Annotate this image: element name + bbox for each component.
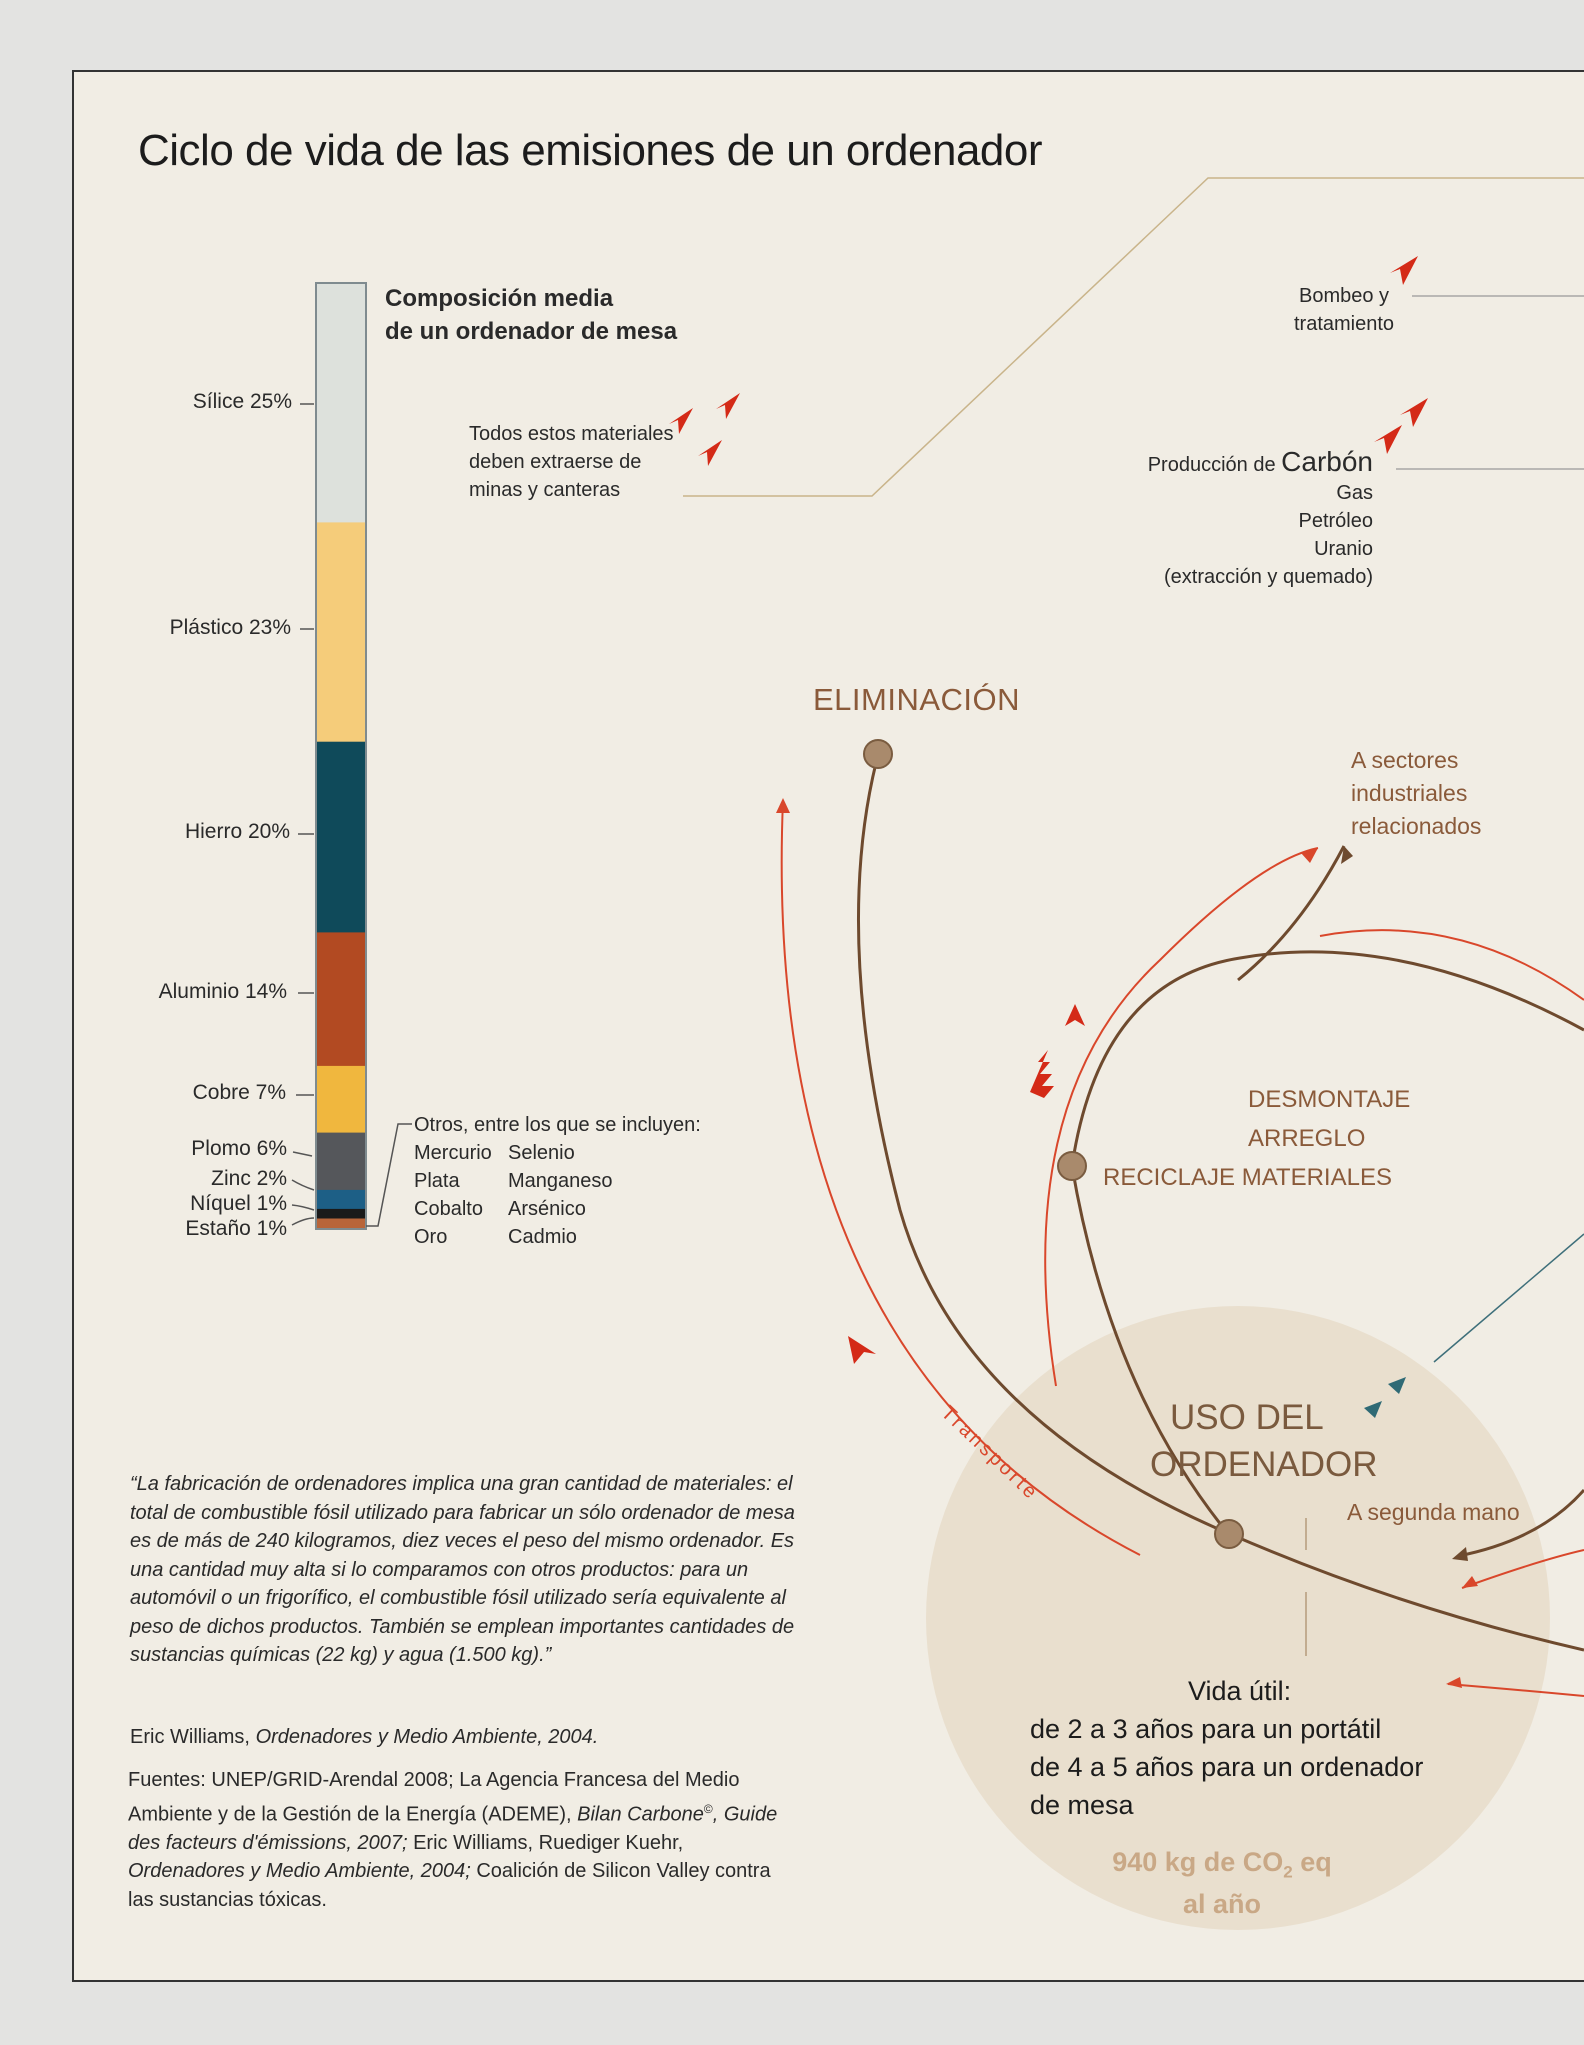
industrial-line: A sectores [1351,747,1459,773]
dismantling-node [1058,1152,1086,1180]
co2-subscript: 2 [1283,1862,1293,1882]
co2-prefix: 940 kg de CO [1112,1847,1284,1877]
composition-heading [385,282,677,348]
stage-use [1150,1394,1378,1488]
others-col2 [508,1139,613,1251]
pumping-label [1294,282,1394,338]
page-title: Ciclo de vida de las emisiones de un ordenador [138,126,1043,175]
lifetime-desktop: de 4 a 5 años para un ordenador [1030,1752,1424,1782]
energy-emphasis: Carbón [1281,446,1373,477]
others-item: Selenio [508,1142,575,1164]
stage-dismantling [1103,1080,1410,1197]
quote-text: “La fabricación de ordenadores implica una gran cantidad de materiales: el total de combustible fósil utilizado para fabricar un sólo ordenador de mesa es de más de 240 kilogramos, diez veces el peso del mismo ordenador. Es una cantidad muy alta si lo comparamos con otros productos: para un automóvil o un frigorífico, el combustible fósil utilizado sería equivalente al peso de dichos productos. También se emplean importantes cantidades de sustancias químicas (22 kg) y agua (1.500 kg).” [130,1473,795,1666]
energy-line-main [1148,448,1373,479]
segment-label-cobre: Cobre 7% [192,1081,286,1104]
others-item: Oro [414,1226,448,1248]
energy-line: Uranio [1314,538,1373,560]
bar-segment [317,742,365,933]
lifetime-desktop-cont: de mesa [1030,1790,1134,1820]
composition-heading-line2: de un ordenador de mesa [385,318,678,345]
sources-italic: Ordenadores y Medio Ambiente, 2004; [128,1860,471,1883]
lifetime-info [1030,1672,1423,1824]
sources-part: Coalición de Silicon Valley contra las sustancias tóxicas. [128,1860,771,1911]
segment-label-hierro: Hierro 20% [184,820,290,843]
co2-line2: al año [1182,1889,1262,1920]
segment-label-aluminio: Aluminio 14% [158,980,287,1003]
others-item: Cobalto [414,1198,483,1220]
quote-citation [130,1726,598,1749]
bar-segment [317,932,365,1066]
sources-text [128,1766,788,1914]
others-col1 [414,1139,492,1251]
energy-production-label [1148,448,1373,591]
transport-label: Transporte [936,1401,1044,1506]
others-item: Cadmio [508,1226,577,1248]
dismantling-line: RECICLAJE MATERIALES [1103,1164,1392,1191]
bar-segment [317,1209,365,1219]
second-hand-label: A segunda mano [1347,1499,1520,1525]
industrial-sectors-label [1351,744,1481,843]
industrial-line: industriales [1351,780,1468,806]
co2-suffix: eq [1292,1847,1332,1877]
citation-work: Ordenadores y Medio Ambiente, 2004. [255,1726,599,1748]
extraction-note-line: deben extraerse de [469,451,642,473]
energy-prefix: Producción de [1147,454,1276,476]
bar-segment [317,1190,365,1210]
extraction-note [469,420,674,504]
use-node [1215,1520,1243,1548]
composition-heading-line1: Composición media [385,285,614,312]
elimination-node [864,740,892,768]
teal-line [1434,1234,1584,1362]
use-line: USO DEL [1170,1398,1324,1437]
co2-emissions [1082,1846,1362,1920]
bar-segment [317,1066,365,1133]
segment-label-estano: Estaño 1% [185,1217,287,1240]
dismantling-line: DESMONTAJE [1248,1086,1411,1113]
segment-label-zinc: Zinc 2% [211,1167,287,1190]
dismantling-line: ARREGLO [1248,1125,1366,1152]
sources-part: Fuentes: UNEP/GRID-Arendal 2008; La Agencia Francesa del Medio Ambiente y de la Gestión de la Energía (ADEME), [128,1769,740,1826]
energy-line: Gas [1336,482,1373,504]
bar-segment [317,1219,365,1229]
industrial-line: relacionados [1351,813,1482,839]
pumping-line: Bombeo y [1299,285,1390,307]
others-item: Manganeso [508,1170,613,1192]
extraction-note-line: Todos estos materiales [469,423,674,445]
lifetime-heading: Vida útil: [1188,1676,1292,1706]
bar-segment [317,1133,365,1191]
co2-line1 [1082,1846,1362,1888]
lifetime-laptop: de 2 a 3 años para un portátil [1030,1714,1382,1744]
sources-part: Eric Williams, Ruediger Kuehr, [407,1831,684,1854]
segment-label-niquel: Níquel 1% [190,1192,287,1215]
others-item: Arsénico [508,1198,586,1220]
segment-label-plastico: Plástico 23% [169,616,291,639]
energy-line: Petróleo [1298,510,1373,532]
use-line: ORDENADOR [1150,1445,1378,1484]
extraction-note-line: minas y canteras [469,479,621,501]
extraction-connector [683,178,1584,496]
bar-segment [317,522,365,742]
citation-author: Eric Williams, [130,1726,250,1748]
others-item: Plata [414,1170,460,1192]
sources-italic: Bilan Carbone [577,1803,704,1826]
sources-italic: , Guide des facteurs d'émissions, 2007; [128,1803,778,1854]
sources-reg: © [703,1801,713,1816]
energy-line: (extracción y quemado) [1164,566,1373,588]
pumping-line: tratamiento [1294,313,1395,335]
others-item: Mercurio [414,1142,492,1164]
segment-label-silice: Sílice 25% [192,390,292,413]
composition-bar [317,284,365,1229]
bar-segment [317,284,365,523]
others-heading: Otros, entre los que se incluyen: [414,1114,701,1136]
stage-elimination: ELIMINACIÓN [813,682,1021,717]
segment-label-plomo: Plomo 6% [191,1137,287,1160]
